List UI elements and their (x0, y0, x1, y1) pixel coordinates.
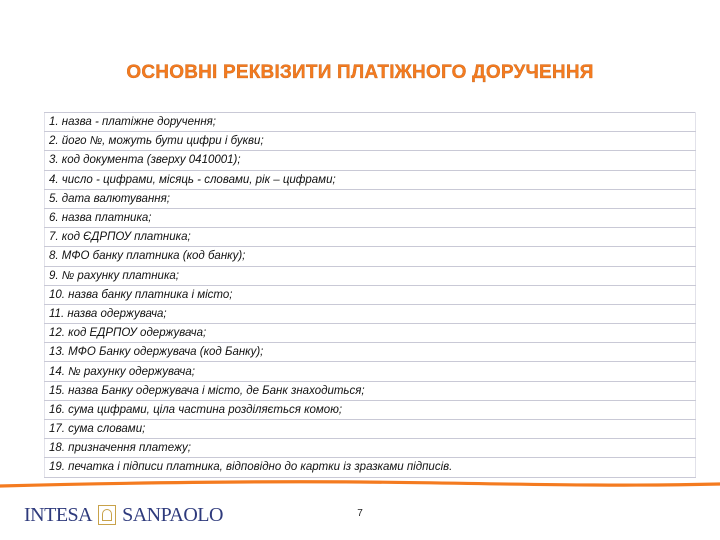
table-row (45, 458, 696, 477)
requisite-item: 18. призначення платежу; (45, 439, 696, 458)
table-row (45, 362, 696, 381)
table-row (45, 151, 696, 170)
requisite-item: 9. № рахунку платника; (45, 266, 696, 285)
requisite-item: 8. МФО банку платника (код банку); (45, 247, 696, 266)
table-row (45, 208, 696, 227)
requisite-item: 14. № рахунку одержувача; (45, 362, 696, 381)
table-row (45, 285, 696, 304)
table-row (45, 189, 696, 208)
requisite-item: 19. печатка і підписи платника, відповідно до картки із зразками підписів. (45, 458, 696, 477)
table-row (45, 266, 696, 285)
table-row (45, 381, 696, 400)
table-row (45, 439, 696, 458)
requisite-item: 13. МФО Банку одержувача (код Банку); (45, 343, 696, 362)
table-row (45, 247, 696, 266)
requisite-item: 7. код ЄДРПОУ платника; (45, 228, 696, 247)
logo-text-sanpaolo: SANPAOLO (122, 504, 223, 526)
table-row (45, 343, 696, 362)
page-title: ОСНОВНІ РЕКВІЗИТИ ПЛАТІЖНОГО ДОРУЧЕННЯ (126, 62, 594, 83)
requisite-item: 3. код документа (зверху 0410001); (45, 151, 696, 170)
table-row (45, 420, 696, 439)
requisite-item: 15. назва Банку одержувача і місто, де Банк знаходиться; (45, 381, 696, 400)
table-row (45, 113, 696, 132)
table-row (45, 132, 696, 151)
requisite-item: 11. назва одержувача; (45, 304, 696, 323)
logo-text-intesa: INTESA (24, 504, 93, 526)
requisite-item: 5. дата валютування; (45, 189, 696, 208)
page-number: 7 (357, 508, 363, 519)
requisite-item: 2. його №, можуть бути цифри і букви; (45, 132, 696, 151)
footer-wave-line (0, 478, 720, 492)
requisites-table (44, 112, 696, 478)
table-row (45, 304, 696, 323)
requisite-item: 4. число - цифрами, місяць - словами, рік – цифрами; (45, 170, 696, 189)
requisite-item: 6. назва платника; (45, 208, 696, 227)
table-row (45, 400, 696, 419)
requisite-item: 10. назва банку платника і місто; (45, 285, 696, 304)
requisite-item: 1. назва - платіжне доручення; (45, 113, 696, 132)
table-row (45, 228, 696, 247)
table-row (45, 324, 696, 343)
requisite-item: 17. сума словами; (45, 420, 696, 439)
requisite-item: 16. сума цифрами, ціла частина розділяється комою; (45, 400, 696, 419)
table-row (45, 170, 696, 189)
logo-emblem-icon (98, 505, 116, 525)
requisite-item: 12. код ЕДРПОУ одержувача; (45, 324, 696, 343)
intesa-sanpaolo-logo (24, 502, 223, 528)
